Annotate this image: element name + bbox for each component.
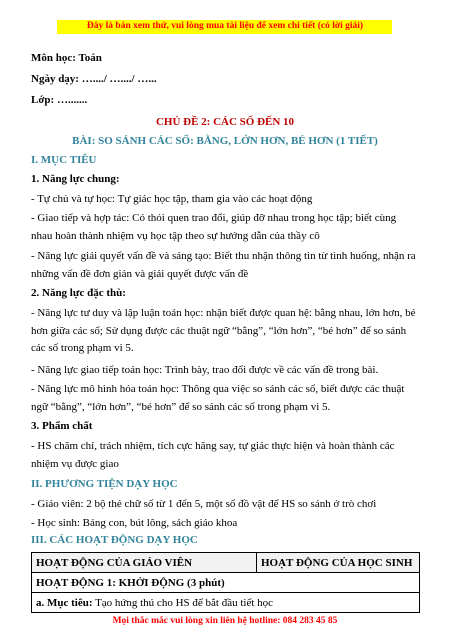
subheading-general-competence: 1. Năng lực chung: (31, 173, 120, 185)
hotline-footer: Mọi thắc mắc vui lòng xin liên hệ hotline: 084 283 45 85 (112, 616, 338, 626)
subheading-specific-competence: 2. Năng lực đặc thù: (31, 287, 126, 299)
section-title-objectives: I. MỤC TIÊU (31, 154, 97, 166)
paragraph-student-materials: - Học sinh: Bảng con, bút lông, sách giáo khoa (31, 517, 238, 529)
goal-label: a. Mục tiêu: (36, 596, 93, 609)
paragraph-math-reasoning: - Năng lực tư duy và lập luận toán học: nhận biết được quan hệ: bằng nhau, lớn hơn, bé hơn giữa các số; Sử dụng được các thuật ngữ “bằng”, “lớn hơn”, “bé hơn” để so sánh các số trong phạm vi 5. (31, 307, 416, 354)
paragraph-qualities: - HS chăm chỉ, trách nhiệm, tích cực hăng say, tự giác thực hiện và hoàn thành các nhiệm vụ được giao (31, 440, 395, 470)
topic-title: CHỦ ĐỀ 2: CÁC SỐ ĐẾN 10 (155, 116, 295, 128)
table-row (32, 573, 420, 593)
activity-1-goal (32, 593, 420, 613)
paragraph-math-communication: - Năng lực giao tiếp toán học: Trình bày, trao đổi được về các vấn đề trong bài. (31, 364, 379, 376)
paragraph-communication: - Giao tiếp và hợp tác: Có thói quen trao đổi, giúp đỡ nhau trong học tập; biết cùng nhau hoàn thành nhiệm vụ học tập theo sự hướng dẫn của thầy cô (31, 212, 397, 242)
section-title-materials: II. PHƯƠNG TIỆN DẠY HỌC (31, 478, 178, 490)
section-title-activities: III. CÁC HOẠT ĐỘNG DẠY HỌC (31, 534, 198, 546)
table-header-row (32, 553, 420, 573)
header-teacher: HOẠT ĐỘNG CỦA GIÁO VIÊN (32, 553, 257, 573)
subheading-qualities: 3. Phẩm chất (31, 420, 93, 432)
paragraph-self-study: - Tự chủ và tự học: Tự giác học tập, tham gia vào các hoạt động (31, 193, 313, 205)
date-line: Ngày dạy: …..../ …..../ …... (31, 73, 157, 85)
paragraph-math-modeling: - Năng lực mô hình hóa toán học: Thông qua việc so sánh các số, biết được các thuật ngữ “bằng”, “lớn hơn”, “bé hơn” để so sánh các số trong phạm vi 5. (31, 383, 405, 413)
header-student: HOẠT ĐỘNG CỦA HỌC SINH (257, 553, 420, 573)
goal-text: Tạo hứng thú cho HS để bắt đầu tiết học (92, 596, 274, 609)
lesson-title: BÀI: SO SÁNH CÁC SỐ: BẰNG, LỚN HƠN, BÉ HƠN (1 TIẾT) (72, 135, 378, 147)
subject-line: Môn học: Toán (31, 52, 102, 64)
paragraph-teacher-materials: - Giáo viên: 2 bộ thẻ chữ số từ 1 đến 5, một số đồ vật để HS so sánh ở trò chơi (31, 498, 377, 510)
activity-1-title: HOẠT ĐỘNG 1: KHỞI ĐỘNG (3 phút) (32, 573, 420, 593)
activities-table (31, 552, 420, 613)
table-row (32, 593, 420, 613)
class-line: Lớp: …....... (31, 94, 88, 106)
banner-text: Đây là bản xem thử, vui lòng mua tài liệu để xem chi tiết (có lời giải) (86, 21, 364, 31)
paragraph-problem-solving: - Năng lực giải quyết vấn đề và sáng tạo: Biết thu nhận thông tin từ tình huống, nhận ra những vấn đề đơn giản và giải quyết được vấn đề (31, 250, 416, 280)
